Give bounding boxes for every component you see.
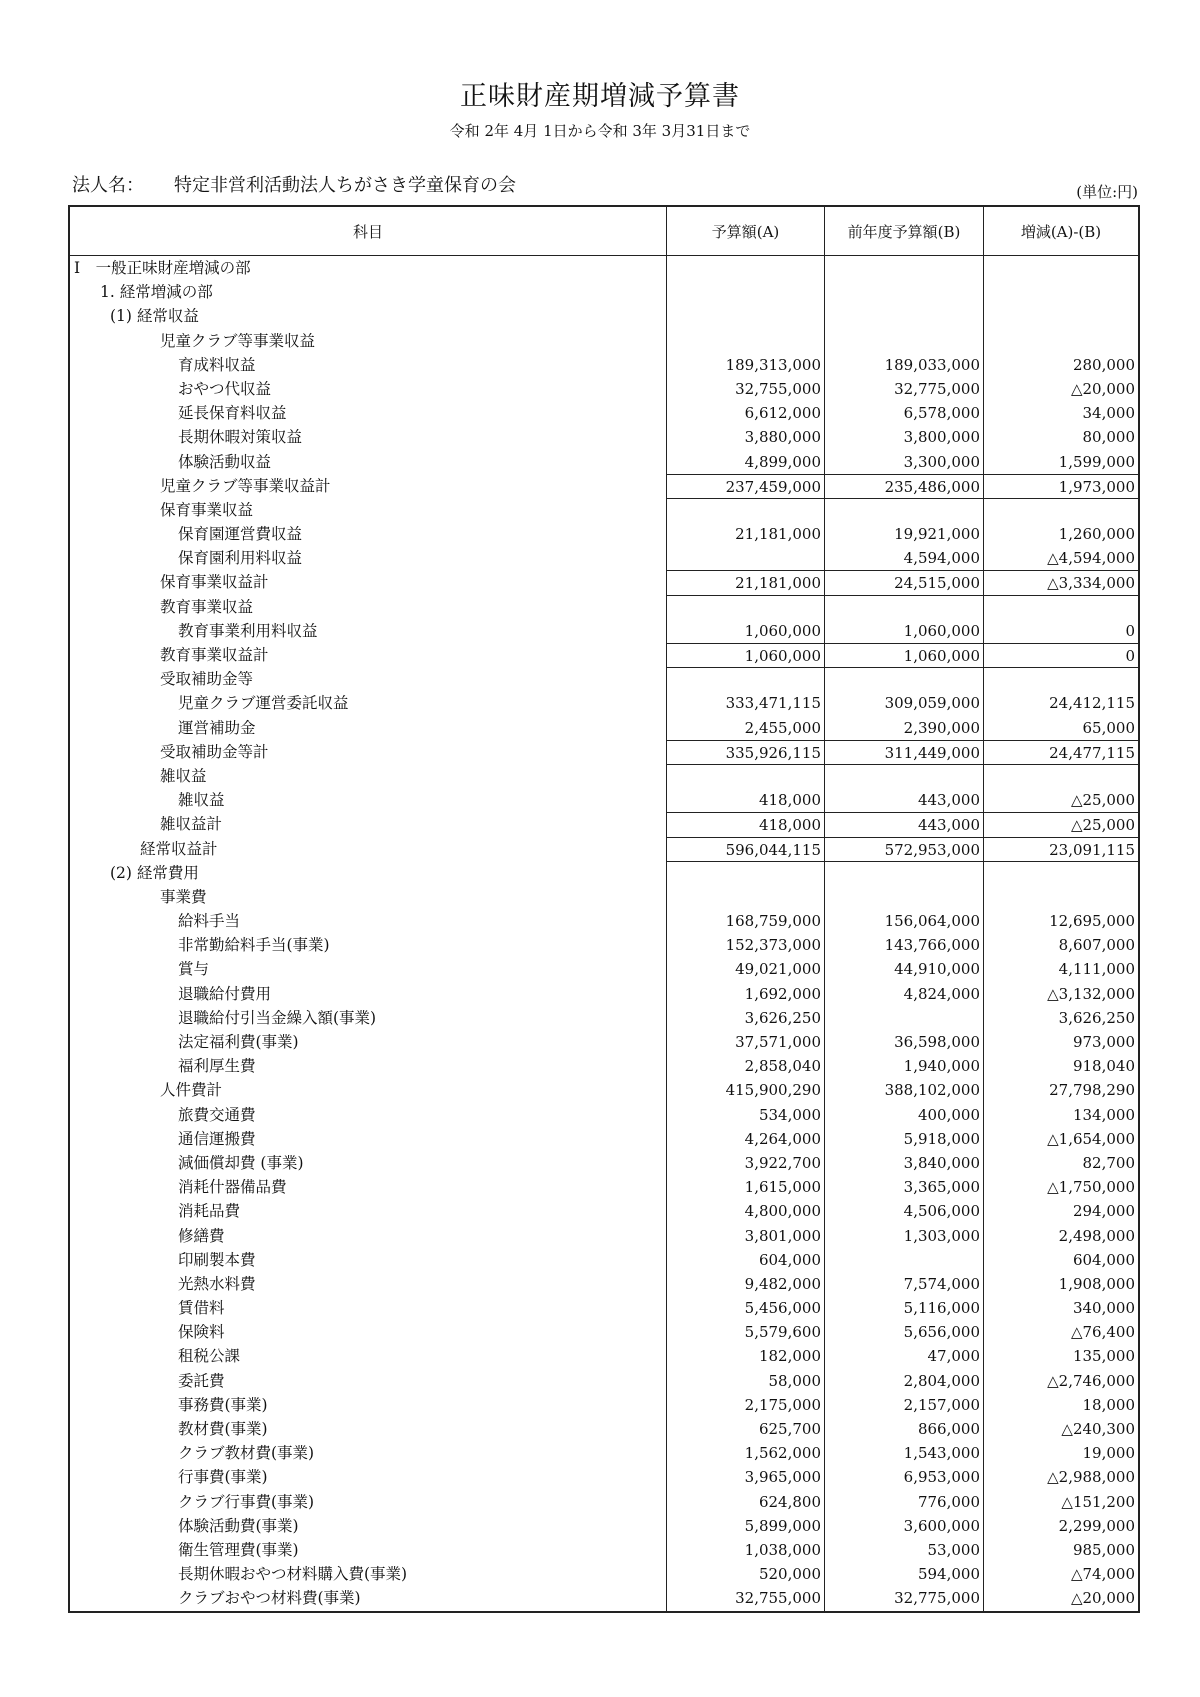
header-account: 科目 bbox=[70, 207, 667, 255]
table-row bbox=[70, 1562, 1138, 1586]
prior-budget-cell: 32,775,000 bbox=[825, 1586, 984, 1610]
prior-budget-cell: 24,515,000 bbox=[825, 570, 984, 594]
table-row bbox=[70, 1006, 1138, 1030]
prior-budget-cell bbox=[825, 1248, 984, 1272]
table-row bbox=[70, 546, 1138, 570]
change-cell: 19,000 bbox=[1082, 1444, 1135, 1463]
change-cell: △2,988,000 bbox=[1047, 1468, 1135, 1487]
budget-cell: 32,755,000 bbox=[667, 1586, 825, 1610]
table-row bbox=[70, 1393, 1138, 1417]
table-row bbox=[70, 474, 1138, 498]
budget-cell: 3,801,000 bbox=[667, 1224, 825, 1248]
budget-cell: 625,700 bbox=[667, 1417, 825, 1441]
prior-budget-cell: 3,840,000 bbox=[825, 1151, 984, 1175]
budget-cell: 415,900,290 bbox=[667, 1078, 825, 1102]
budget-cell: 49,021,000 bbox=[667, 957, 825, 981]
change-cell: 280,000 bbox=[1072, 355, 1135, 374]
budget-cell: 418,000 bbox=[667, 812, 825, 836]
unit-note: (単位:円) bbox=[1076, 183, 1138, 201]
account-label: 修繕費 bbox=[70, 1224, 667, 1248]
change-cell: 18,000 bbox=[1082, 1395, 1135, 1414]
prior-budget-cell: 1,303,000 bbox=[825, 1224, 984, 1248]
budget-cell: 189,313,000 bbox=[667, 353, 825, 377]
account-label: 福利厚生費 bbox=[70, 1054, 667, 1078]
table-row bbox=[70, 1344, 1138, 1368]
prior-budget-cell: 143,766,000 bbox=[825, 933, 984, 957]
change-cell: 1,599,000 bbox=[1058, 452, 1135, 471]
table-row bbox=[70, 401, 1138, 425]
account-label: 長期休暇対策収益 bbox=[70, 425, 667, 449]
table-row bbox=[70, 837, 1138, 861]
prior-budget-cell: 47,000 bbox=[825, 1344, 984, 1368]
prior-budget-cell: 572,953,000 bbox=[825, 837, 984, 861]
account-label: 消耗什器備品費 bbox=[70, 1175, 667, 1199]
account-label: クラブ教材費(事業) bbox=[70, 1441, 667, 1465]
prior-budget-cell bbox=[825, 280, 984, 304]
budget-cell: 182,000 bbox=[667, 1344, 825, 1368]
budget-cell: 152,373,000 bbox=[667, 933, 825, 957]
table-row bbox=[70, 1151, 1138, 1175]
table-row bbox=[70, 570, 1138, 594]
account-label: 保育園運営費収益 bbox=[70, 522, 667, 546]
prior-budget-cell: 2,390,000 bbox=[825, 716, 984, 740]
prior-budget-cell bbox=[825, 304, 984, 328]
change-cell: 12,695,000 bbox=[1049, 912, 1135, 931]
budget-cell: 21,181,000 bbox=[667, 570, 825, 594]
table-row bbox=[70, 1490, 1138, 1514]
table-row bbox=[70, 450, 1138, 474]
budget-cell: 333,471,115 bbox=[667, 691, 825, 715]
account-label: 通信運搬費 bbox=[70, 1127, 667, 1151]
change-cell: 294,000 bbox=[1072, 1202, 1135, 1221]
budget-cell bbox=[667, 329, 825, 353]
account-label: 非常勤給料手当(事業) bbox=[70, 933, 667, 957]
change-cell bbox=[984, 861, 1138, 885]
account-label: 教育事業利用料収益 bbox=[70, 619, 667, 643]
table-row bbox=[70, 280, 1138, 304]
change-cell: 3,626,250 bbox=[1058, 1008, 1135, 1027]
budget-cell bbox=[667, 498, 825, 522]
corporation-name: 特定非営利活動法人ちがさき学童保育の会 bbox=[174, 175, 516, 196]
table-row bbox=[70, 1224, 1138, 1248]
table-row bbox=[70, 425, 1138, 449]
account-label: 体験活動費(事業) bbox=[70, 1514, 667, 1538]
table-row bbox=[70, 329, 1138, 353]
table-row bbox=[70, 1054, 1138, 1078]
account-label: 退職給付費用 bbox=[70, 982, 667, 1006]
change-cell bbox=[984, 764, 1138, 788]
budget-cell bbox=[667, 256, 825, 280]
budget-cell: 2,455,000 bbox=[667, 716, 825, 740]
budget-cell: 3,922,700 bbox=[667, 1151, 825, 1175]
table-row bbox=[70, 933, 1138, 957]
budget-cell: 5,579,600 bbox=[667, 1320, 825, 1344]
account-label: 受取補助金等計 bbox=[70, 740, 667, 764]
prior-budget-cell: 1,940,000 bbox=[825, 1054, 984, 1078]
account-label: クラブおやつ材料費(事業) bbox=[70, 1586, 667, 1610]
table-row bbox=[70, 522, 1138, 546]
change-cell: △1,654,000 bbox=[1047, 1129, 1135, 1148]
budget-cell: 3,626,250 bbox=[667, 1006, 825, 1030]
account-label: 委託費 bbox=[70, 1369, 667, 1393]
corporation-line bbox=[72, 171, 516, 197]
budget-cell: 21,181,000 bbox=[667, 522, 825, 546]
account-label: 雑収益 bbox=[70, 764, 667, 788]
prior-budget-cell: 19,921,000 bbox=[825, 522, 984, 546]
table-row bbox=[70, 1248, 1138, 1272]
account-label: 減価償却費 (事業) bbox=[70, 1151, 667, 1175]
table-row bbox=[70, 1175, 1138, 1199]
account-label: 児童クラブ等事業収益 bbox=[70, 329, 667, 353]
prior-budget-cell: 1,543,000 bbox=[825, 1441, 984, 1465]
prior-budget-cell: 388,102,000 bbox=[825, 1078, 984, 1102]
budget-cell: 1,692,000 bbox=[667, 982, 825, 1006]
table-row bbox=[70, 909, 1138, 933]
change-cell bbox=[984, 304, 1138, 328]
change-cell: 8,607,000 bbox=[1058, 936, 1135, 955]
account-label: 教育事業収益 bbox=[70, 595, 667, 619]
account-label: 保育園利用料収益 bbox=[70, 546, 667, 570]
account-label: 衛生管理費(事業) bbox=[70, 1538, 667, 1562]
change-cell bbox=[984, 885, 1138, 909]
table-row bbox=[70, 1078, 1138, 1102]
change-cell bbox=[984, 498, 1138, 522]
account-label: 教材費(事業) bbox=[70, 1417, 667, 1441]
budget-cell: 32,755,000 bbox=[667, 377, 825, 401]
account-label: クラブ行事費(事業) bbox=[70, 1490, 667, 1514]
account-label: (1) 経常収益 bbox=[70, 304, 667, 328]
budget-cell: 168,759,000 bbox=[667, 909, 825, 933]
change-cell bbox=[984, 280, 1138, 304]
change-cell: 4,111,000 bbox=[1058, 960, 1135, 979]
change-cell: 918,040 bbox=[1072, 1057, 1135, 1076]
table-row bbox=[70, 788, 1138, 812]
prior-budget-cell: 53,000 bbox=[825, 1538, 984, 1562]
change-cell: 2,498,000 bbox=[1058, 1226, 1135, 1245]
budget-cell bbox=[667, 885, 825, 909]
change-cell: 23,091,115 bbox=[984, 837, 1138, 861]
table-row bbox=[70, 1369, 1138, 1393]
prior-budget-cell: 235,486,000 bbox=[825, 474, 984, 498]
budget-cell bbox=[667, 595, 825, 619]
table-row bbox=[70, 304, 1138, 328]
change-cell: 1,908,000 bbox=[1058, 1274, 1135, 1293]
account-label: 人件費計 bbox=[70, 1078, 667, 1102]
prior-budget-cell: 776,000 bbox=[825, 1490, 984, 1514]
account-label: 保育事業収益計 bbox=[70, 570, 667, 594]
change-cell: △4,594,000 bbox=[1047, 549, 1135, 568]
account-label: 経常収益計 bbox=[70, 837, 667, 861]
budget-cell: 534,000 bbox=[667, 1103, 825, 1127]
budget-cell bbox=[667, 280, 825, 304]
account-label: 租税公課 bbox=[70, 1344, 667, 1368]
table-header bbox=[70, 207, 1138, 256]
account-label: 退職給付引当金繰入額(事業) bbox=[70, 1006, 667, 1030]
prior-budget-cell: 3,365,000 bbox=[825, 1175, 984, 1199]
prior-budget-cell: 400,000 bbox=[825, 1103, 984, 1127]
budget-cell: 6,612,000 bbox=[667, 401, 825, 425]
account-label: 育成料収益 bbox=[70, 353, 667, 377]
budget-cell: 624,800 bbox=[667, 1490, 825, 1514]
budget-cell: 3,965,000 bbox=[667, 1465, 825, 1489]
prior-budget-cell: 32,775,000 bbox=[825, 377, 984, 401]
table-row bbox=[70, 498, 1138, 522]
budget-cell: 4,800,000 bbox=[667, 1199, 825, 1223]
account-label: 体験活動収益 bbox=[70, 450, 667, 474]
header-budget: 予算額(A) bbox=[667, 207, 825, 255]
prior-budget-cell bbox=[825, 329, 984, 353]
prior-budget-cell: 7,574,000 bbox=[825, 1272, 984, 1296]
table-row bbox=[70, 1030, 1138, 1054]
prior-budget-cell: 3,300,000 bbox=[825, 450, 984, 474]
prior-budget-cell: 1,060,000 bbox=[825, 643, 984, 667]
table-row bbox=[70, 861, 1138, 885]
budget-cell: 4,264,000 bbox=[667, 1127, 825, 1151]
prior-budget-cell bbox=[825, 256, 984, 280]
table-row bbox=[70, 812, 1138, 836]
prior-budget-cell bbox=[825, 861, 984, 885]
table-row bbox=[70, 1127, 1138, 1151]
prior-budget-cell: 156,064,000 bbox=[825, 909, 984, 933]
budget-cell: 5,456,000 bbox=[667, 1296, 825, 1320]
prior-budget-cell: 311,449,000 bbox=[825, 740, 984, 764]
account-label: 1. 経常増減の部 bbox=[70, 280, 667, 304]
prior-budget-cell bbox=[825, 667, 984, 691]
budget-cell: 1,060,000 bbox=[667, 643, 825, 667]
change-cell: 65,000 bbox=[1082, 718, 1135, 737]
prior-budget-cell: 866,000 bbox=[825, 1417, 984, 1441]
table-row bbox=[70, 256, 1138, 280]
prior-budget-cell: 4,594,000 bbox=[825, 546, 984, 570]
prior-budget-cell: 2,157,000 bbox=[825, 1393, 984, 1417]
corporation-label: 法人名： bbox=[72, 175, 144, 196]
budget-cell: 1,562,000 bbox=[667, 1441, 825, 1465]
table-row bbox=[70, 667, 1138, 691]
change-cell: △20,000 bbox=[1070, 379, 1135, 398]
change-cell: 2,299,000 bbox=[1058, 1516, 1135, 1535]
table-row bbox=[70, 353, 1138, 377]
table-row bbox=[70, 643, 1138, 667]
account-label: 保育事業収益 bbox=[70, 498, 667, 522]
change-cell: 985,000 bbox=[1072, 1540, 1135, 1559]
prior-budget-cell: 4,506,000 bbox=[825, 1199, 984, 1223]
table-row bbox=[70, 764, 1138, 788]
table-row bbox=[70, 1514, 1138, 1538]
header-prior-budget: 前年度予算額(B) bbox=[825, 207, 984, 255]
change-cell: △3,334,000 bbox=[984, 570, 1138, 594]
table-row bbox=[70, 1320, 1138, 1344]
header-change: 増減(A)-(B) bbox=[1020, 222, 1102, 241]
budget-cell: 3,880,000 bbox=[667, 425, 825, 449]
table-row bbox=[70, 1272, 1138, 1296]
budget-cell: 5,899,000 bbox=[667, 1514, 825, 1538]
account-label: 教育事業収益計 bbox=[70, 643, 667, 667]
change-cell: 1,973,000 bbox=[984, 474, 1138, 498]
account-label: 児童クラブ等事業収益計 bbox=[70, 474, 667, 498]
prior-budget-cell: 594,000 bbox=[825, 1562, 984, 1586]
table-row bbox=[70, 1586, 1138, 1610]
change-cell: 34,000 bbox=[1082, 404, 1135, 423]
table-row bbox=[70, 1538, 1138, 1562]
change-cell: 1,260,000 bbox=[1058, 525, 1135, 544]
budget-cell bbox=[667, 304, 825, 328]
account-label: 児童クラブ運営委託収益 bbox=[70, 691, 667, 715]
prior-budget-cell: 189,033,000 bbox=[825, 353, 984, 377]
change-cell: △240,300 bbox=[1061, 1420, 1135, 1438]
change-cell: 27,798,290 bbox=[1049, 1081, 1135, 1100]
prior-budget-cell: 1,060,000 bbox=[825, 619, 984, 643]
prior-budget-cell: 5,918,000 bbox=[825, 1127, 984, 1151]
budget-cell: 237,459,000 bbox=[667, 474, 825, 498]
budget-cell: 2,175,000 bbox=[667, 1393, 825, 1417]
change-cell: 80,000 bbox=[1082, 428, 1135, 447]
account-label: 保険料 bbox=[70, 1320, 667, 1344]
account-label: 法定福利費(事業) bbox=[70, 1030, 667, 1054]
table-row bbox=[70, 740, 1138, 764]
prior-budget-cell: 6,578,000 bbox=[825, 401, 984, 425]
prior-budget-cell: 6,953,000 bbox=[825, 1465, 984, 1489]
budget-cell: 37,571,000 bbox=[667, 1030, 825, 1054]
change-cell: 604,000 bbox=[1072, 1250, 1135, 1269]
change-cell: △25,000 bbox=[984, 812, 1138, 836]
change-cell: △74,000 bbox=[1070, 1565, 1135, 1584]
budget-cell: 1,060,000 bbox=[667, 619, 825, 643]
table-row bbox=[70, 619, 1138, 643]
change-cell: 82,700 bbox=[1082, 1153, 1135, 1172]
budget-cell: 1,038,000 bbox=[667, 1538, 825, 1562]
budget-cell bbox=[667, 764, 825, 788]
table-row bbox=[70, 595, 1138, 619]
change-cell: △3,132,000 bbox=[1047, 984, 1135, 1003]
budget-cell: 9,482,000 bbox=[667, 1272, 825, 1296]
prior-budget-cell: 3,600,000 bbox=[825, 1514, 984, 1538]
account-label: 雑収益計 bbox=[70, 812, 667, 836]
change-cell: 135,000 bbox=[1072, 1347, 1135, 1366]
budget-cell: 2,858,040 bbox=[667, 1054, 825, 1078]
account-label: 雑収益 bbox=[70, 788, 667, 812]
change-cell: △1,750,000 bbox=[1047, 1178, 1135, 1197]
budget-cell: 4,899,000 bbox=[667, 450, 825, 474]
change-cell: △151,200 bbox=[1061, 1492, 1135, 1511]
table-row bbox=[70, 1441, 1138, 1465]
change-cell bbox=[984, 256, 1138, 280]
prior-budget-cell: 309,059,000 bbox=[825, 691, 984, 715]
document-title: 正味財産期増減予算書 bbox=[460, 81, 740, 112]
budget-cell: 335,926,115 bbox=[667, 740, 825, 764]
prior-budget-cell bbox=[825, 498, 984, 522]
account-label: 給料手当 bbox=[70, 909, 667, 933]
change-cell: 0 bbox=[984, 643, 1138, 667]
budget-cell bbox=[667, 546, 825, 570]
change-cell bbox=[984, 667, 1138, 691]
prior-budget-cell bbox=[825, 885, 984, 909]
budget-cell: 418,000 bbox=[667, 788, 825, 812]
change-cell: 24,412,115 bbox=[1049, 694, 1135, 713]
account-label: 賃借料 bbox=[70, 1296, 667, 1320]
account-label: 事業費 bbox=[70, 885, 667, 909]
account-label: おやつ代収益 bbox=[70, 377, 667, 401]
prior-budget-cell: 3,800,000 bbox=[825, 425, 984, 449]
prior-budget-cell: 443,000 bbox=[825, 812, 984, 836]
period-range: 令和 2年 4月 1日から令和 3年 3月31日まで bbox=[449, 122, 751, 140]
account-label: 消耗品費 bbox=[70, 1199, 667, 1223]
budget-cell: 520,000 bbox=[667, 1562, 825, 1586]
prior-budget-cell: 44,910,000 bbox=[825, 957, 984, 981]
table-row bbox=[70, 885, 1138, 909]
account-label: 印刷製本費 bbox=[70, 1248, 667, 1272]
budget-cell: 604,000 bbox=[667, 1248, 825, 1272]
table-row bbox=[70, 1103, 1138, 1127]
prior-budget-cell bbox=[825, 764, 984, 788]
change-cell: 340,000 bbox=[1072, 1299, 1135, 1318]
prior-budget-cell: 5,656,000 bbox=[825, 1320, 984, 1344]
budget-cell: 1,615,000 bbox=[667, 1175, 825, 1199]
account-label: (2) 経常費用 bbox=[70, 861, 667, 885]
account-label: 行事費(事業) bbox=[70, 1465, 667, 1489]
account-label: 賞与 bbox=[70, 957, 667, 981]
table-row bbox=[70, 716, 1138, 740]
account-label: 延長保育料収益 bbox=[70, 401, 667, 425]
change-cell: △25,000 bbox=[1070, 791, 1135, 810]
change-cell bbox=[984, 329, 1138, 353]
account-label: 事務費(事業) bbox=[70, 1393, 667, 1417]
prior-budget-cell bbox=[825, 595, 984, 619]
change-cell bbox=[984, 595, 1138, 619]
budget-cell bbox=[667, 861, 825, 885]
table-row bbox=[70, 1465, 1138, 1489]
prior-budget-cell bbox=[825, 1006, 984, 1030]
prior-budget-cell: 36,598,000 bbox=[825, 1030, 984, 1054]
prior-budget-cell: 2,804,000 bbox=[825, 1369, 984, 1393]
table-body bbox=[70, 256, 1138, 1611]
account-label: 光熱水料費 bbox=[70, 1272, 667, 1296]
prior-budget-cell: 443,000 bbox=[825, 788, 984, 812]
change-cell: △20,000 bbox=[1070, 1589, 1135, 1608]
change-cell: △76,400 bbox=[1070, 1323, 1135, 1342]
account-label: 受取補助金等 bbox=[70, 667, 667, 691]
change-cell: △2,746,000 bbox=[1047, 1371, 1135, 1390]
table-row bbox=[70, 691, 1138, 715]
budget-cell bbox=[667, 667, 825, 691]
prior-budget-cell: 5,116,000 bbox=[825, 1296, 984, 1320]
table-row bbox=[70, 1417, 1138, 1441]
change-cell: 973,000 bbox=[1072, 1033, 1135, 1051]
change-cell: 134,000 bbox=[1072, 1105, 1135, 1124]
table-row bbox=[70, 1199, 1138, 1223]
account-label: 旅費交通費 bbox=[70, 1103, 667, 1127]
budget-cell: 596,044,115 bbox=[667, 837, 825, 861]
change-cell: 0 bbox=[1125, 621, 1135, 640]
table-row bbox=[70, 1296, 1138, 1320]
account-label: 運営補助金 bbox=[70, 716, 667, 740]
budget-cell: 58,000 bbox=[667, 1369, 825, 1393]
table-row bbox=[70, 982, 1138, 1006]
table-row bbox=[70, 957, 1138, 981]
budget-table bbox=[68, 205, 1140, 1613]
table-row bbox=[70, 377, 1138, 401]
change-cell: 24,477,115 bbox=[984, 740, 1138, 764]
account-label: 長期休暇おやつ材料購入費(事業) bbox=[70, 1562, 667, 1586]
account-label: Ⅰ 一般正味財産増減の部 bbox=[70, 256, 667, 280]
prior-budget-cell: 4,824,000 bbox=[825, 982, 984, 1006]
